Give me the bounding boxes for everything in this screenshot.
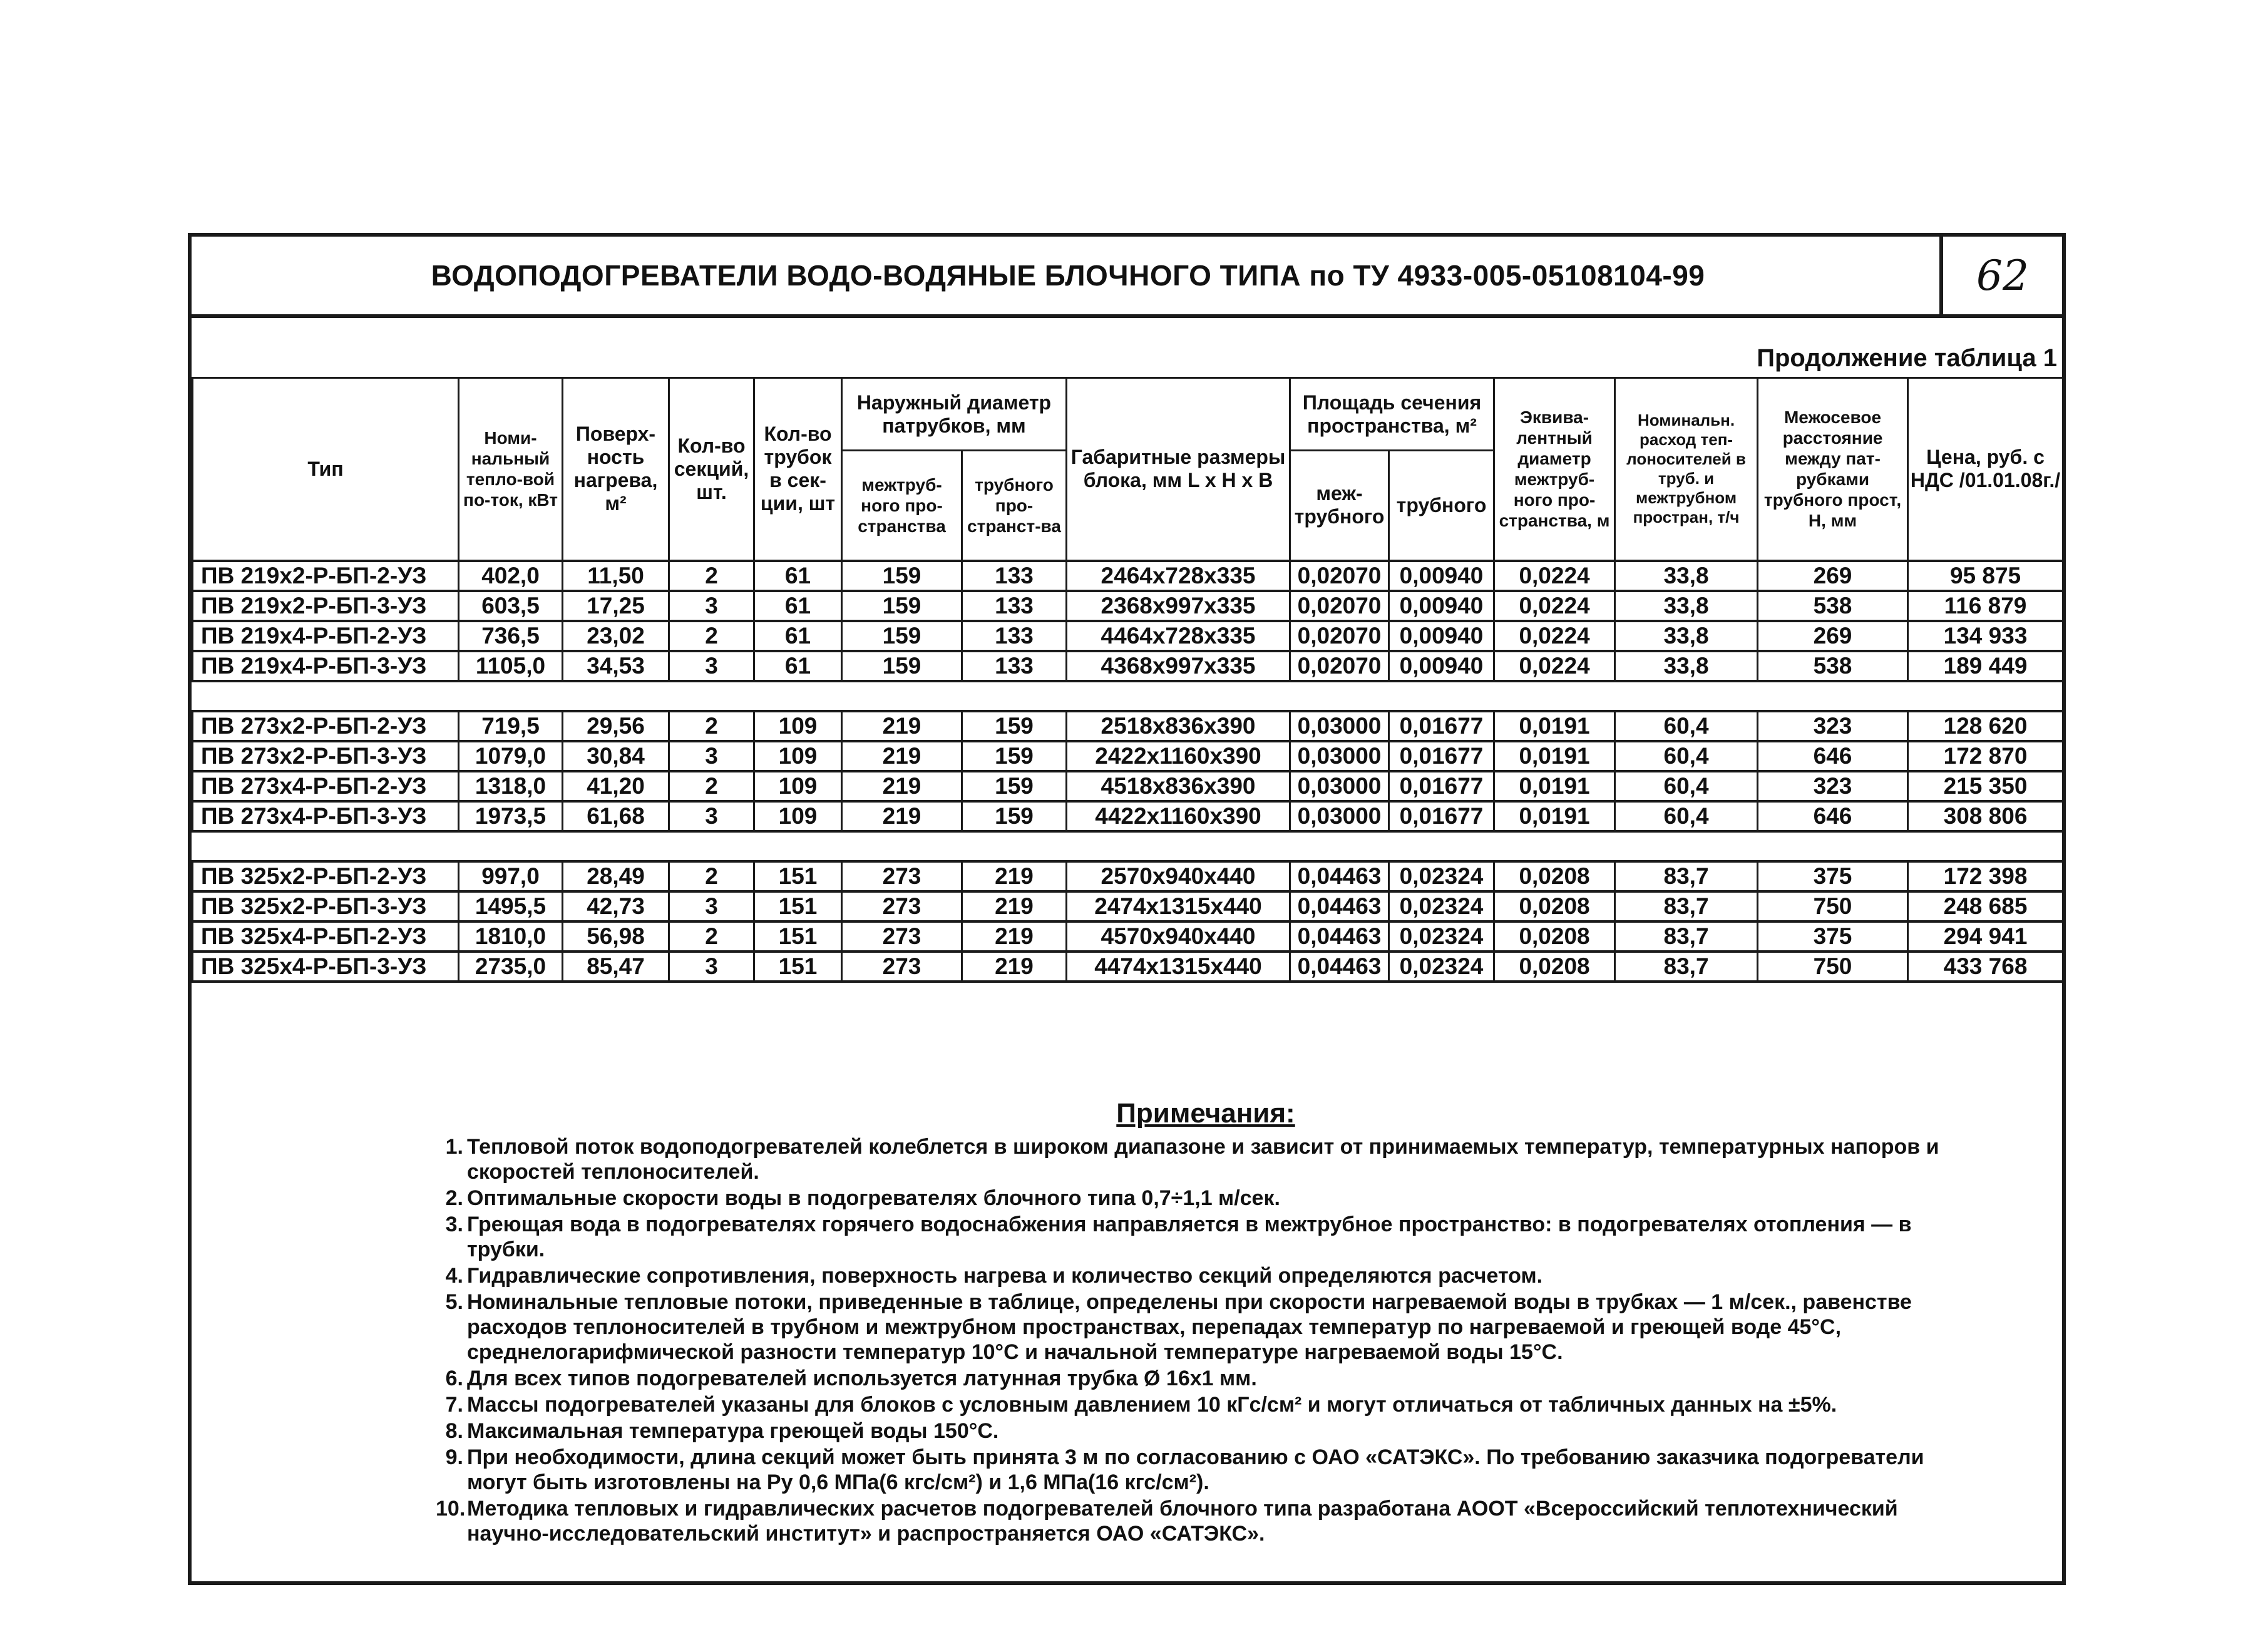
table-cell: 646 [1758, 741, 1908, 771]
table-cell: 0,04463 [1290, 861, 1389, 891]
table-cell: 997,0 [459, 861, 563, 891]
note-number: 4. [445, 1264, 463, 1288]
note-item [436, 1445, 1976, 1495]
table-cell: 2 [669, 621, 754, 651]
table-cell: 0,0224 [1494, 561, 1615, 591]
table-cell: 0,03000 [1290, 771, 1389, 801]
type-cell: ПВ 325х2-Р-БП-2-УЗ [193, 861, 459, 891]
table-cell: 0,01677 [1389, 741, 1494, 771]
table-body [193, 561, 2063, 982]
table-cell: 1079,0 [459, 741, 563, 771]
table-row [193, 741, 2063, 771]
note-text: Тепловой поток водоподогревателей колеблется в широком диапазоне и зависит от принимаемых температур, температурных напоров и скоростей теплоносителей. [467, 1135, 1939, 1184]
table-cell: 273 [842, 952, 962, 982]
table-cell: 60,4 [1615, 771, 1758, 801]
table-cell: 61 [754, 561, 842, 591]
document-frame [188, 233, 2066, 1585]
table-cell: 3 [669, 741, 754, 771]
header-area: Площадь сечения пространства, м² [1290, 378, 1494, 451]
table-cell: 3 [669, 591, 754, 621]
note-item [436, 1290, 1976, 1365]
table-cell: 0,0224 [1494, 621, 1615, 651]
table-cell: 0,01677 [1389, 801, 1494, 831]
note-item [436, 1263, 1976, 1288]
table-cell: 109 [754, 741, 842, 771]
header-type: Тип [193, 378, 459, 561]
table-cell: 0,0191 [1494, 711, 1615, 741]
group-spacer [193, 831, 2063, 861]
table-cell: 538 [1758, 651, 1908, 681]
table-cell: 29,56 [563, 711, 669, 741]
table-cell: 0,01677 [1389, 771, 1494, 801]
table-cell: 60,4 [1615, 801, 1758, 831]
note-number: 6. [445, 1367, 463, 1390]
type-cell: ПВ 273х2-Р-БП-2-УЗ [193, 711, 459, 741]
table-cell: 2 [669, 861, 754, 891]
table-cell: 219 [842, 741, 962, 771]
table-cell: 41,20 [563, 771, 669, 801]
table-cell: 323 [1758, 771, 1908, 801]
table-cell: 538 [1758, 591, 1908, 621]
table-cell: 736,5 [459, 621, 563, 651]
table-cell: 0,04463 [1290, 921, 1389, 952]
table-cell: 0,02070 [1290, 651, 1389, 681]
table-cell: 219 [842, 771, 962, 801]
table-cell: 159 [962, 741, 1067, 771]
table-cell: 33,8 [1615, 651, 1758, 681]
table-cell: 4474x1315x440 [1067, 952, 1290, 982]
table-cell: 151 [754, 921, 842, 952]
table-cell: 189 449 [1908, 651, 2063, 681]
table-cell: 133 [962, 651, 1067, 681]
table-cell: 219 [842, 801, 962, 831]
table-row [193, 801, 2063, 831]
table-cell: 60,4 [1615, 711, 1758, 741]
table-row [193, 591, 2063, 621]
table-cell: 0,0191 [1494, 771, 1615, 801]
table-cell: 2 [669, 711, 754, 741]
spacer-cell [193, 681, 2063, 711]
table-cell: 159 [842, 651, 962, 681]
table-cell: 109 [754, 801, 842, 831]
note-text: Для всех типов подогревателей используется латунная трубка Ø 16x1 мм. [467, 1367, 1257, 1390]
page-number: 62 [1939, 237, 2062, 314]
header-tubes: Кол-во трубок в сек-ции, шт [754, 378, 842, 561]
table-cell: 83,7 [1615, 952, 1758, 982]
table-cell: 273 [842, 921, 962, 952]
table-cell: 33,8 [1615, 561, 1758, 591]
table-cell: 3 [669, 651, 754, 681]
table-row [193, 561, 2063, 591]
table-row [193, 651, 2063, 681]
table-cell: 0,03000 [1290, 711, 1389, 741]
table-cell: 85,47 [563, 952, 669, 982]
table-row [193, 952, 2063, 982]
table-cell: 1973,5 [459, 801, 563, 831]
table-cell: 0,00940 [1389, 561, 1494, 591]
table-cell: 4422x1160x390 [1067, 801, 1290, 831]
table-cell: 151 [754, 861, 842, 891]
table-cell: 0,02070 [1290, 561, 1389, 591]
table-cell: 95 875 [1908, 561, 2063, 591]
table-cell: 0,02324 [1389, 891, 1494, 921]
table-cell: 646 [1758, 801, 1908, 831]
header-nominal-flow: Номи-нальный тепло-вой по-ток, кВт [459, 378, 563, 561]
note-number: 5. [445, 1290, 463, 1314]
table-cell: 2735,0 [459, 952, 563, 982]
note-item [436, 1392, 1976, 1417]
table-cell: 2518x836x390 [1067, 711, 1290, 741]
note-number: 2. [445, 1186, 463, 1210]
table-cell: 0,0208 [1494, 861, 1615, 891]
table-cell: 0,0224 [1494, 591, 1615, 621]
table-cell: 83,7 [1615, 891, 1758, 921]
table-cell: 4518x836x390 [1067, 771, 1290, 801]
table-cell: 1318,0 [459, 771, 563, 801]
type-cell: ПВ 273х4-Р-БП-3-УЗ [193, 801, 459, 831]
table-cell: 750 [1758, 891, 1908, 921]
table-cell: 42,73 [563, 891, 669, 921]
note-item [436, 1134, 1976, 1184]
note-number: 10. [436, 1497, 466, 1521]
table-cell: 219 [962, 891, 1067, 921]
table-row [193, 861, 2063, 891]
type-cell: ПВ 219х2-Р-БП-3-УЗ [193, 591, 459, 621]
header-area-inter: меж-трубного [1290, 451, 1389, 561]
note-text: Гидравлические сопротивления, поверхность нагрева и количество секций определяются расчетом. [467, 1264, 1543, 1288]
table-cell: 0,03000 [1290, 741, 1389, 771]
type-cell: ПВ 325х4-Р-БП-3-УЗ [193, 952, 459, 982]
table-cell: 159 [842, 621, 962, 651]
table-cell: 294 941 [1908, 921, 2063, 952]
table-cell: 2 [669, 561, 754, 591]
table-cell: 2 [669, 921, 754, 952]
table-cell: 172 398 [1908, 861, 2063, 891]
note-number: 1. [445, 1135, 463, 1159]
table-cell: 61 [754, 651, 842, 681]
type-cell: ПВ 325х4-Р-БП-2-УЗ [193, 921, 459, 952]
table-cell: 0,0208 [1494, 952, 1615, 982]
table-cell: 159 [962, 771, 1067, 801]
table-cell: 0,00940 [1389, 591, 1494, 621]
table-cell: 0,00940 [1389, 651, 1494, 681]
table-cell: 109 [754, 771, 842, 801]
table-cell: 34,53 [563, 651, 669, 681]
table-cell: 0,00940 [1389, 621, 1494, 651]
table-cell: 56,98 [563, 921, 669, 952]
table-cell: 0,04463 [1290, 891, 1389, 921]
table-cell: 375 [1758, 921, 1908, 952]
table-cell: 750 [1758, 952, 1908, 982]
table-cell: 0,02324 [1389, 861, 1494, 891]
table-cell: 159 [962, 711, 1067, 741]
table-cell: 83,7 [1615, 861, 1758, 891]
table-cell: 151 [754, 891, 842, 921]
table-cell: 4570x940x440 [1067, 921, 1290, 952]
table-cell: 1810,0 [459, 921, 563, 952]
note-number: 7. [445, 1393, 463, 1417]
notes-list [436, 1134, 1976, 1546]
header-flow-rate: Номинальн. расход теп-лоносителей в труб. и межтрубном простран, т/ч [1615, 378, 1758, 561]
spec-table [192, 377, 2064, 983]
type-cell: ПВ 325х2-Р-БП-3-УЗ [193, 891, 459, 921]
type-cell: ПВ 273х4-Р-БП-2-УЗ [193, 771, 459, 801]
header-band [192, 237, 2062, 318]
table-cell: 3 [669, 801, 754, 831]
table-cell: 719,5 [459, 711, 563, 741]
table-cell: 4368x997x335 [1067, 651, 1290, 681]
table-cell: 159 [962, 801, 1067, 831]
table-cell: 61 [754, 591, 842, 621]
table-cell: 3 [669, 952, 754, 982]
table-cell: 33,8 [1615, 621, 1758, 651]
notes-title: Примечания: [1116, 1098, 1295, 1129]
header-nozzle-diameter: Наружный диаметр патрубков, мм [842, 378, 1067, 451]
header-area-tube: трубного [1389, 451, 1494, 561]
type-cell: ПВ 219х2-Р-БП-2-УЗ [193, 561, 459, 591]
table-cell: 159 [842, 591, 962, 621]
table-cell: 248 685 [1908, 891, 2063, 921]
type-cell: ПВ 219х4-Р-БП-3-УЗ [193, 651, 459, 681]
table-cell: 109 [754, 711, 842, 741]
table-cell: 0,04463 [1290, 952, 1389, 982]
table-cell: 33,8 [1615, 591, 1758, 621]
document-title: ВОДОПОДОГРЕВАТЕЛИ ВОДО-ВОДЯНЫЕ БЛОЧНОГО ТИПА по ТУ 4933-005-05108104-99 [431, 259, 1705, 292]
table-cell: 128 620 [1908, 711, 2063, 741]
table-cell: 151 [754, 952, 842, 982]
table-cell: 2368x997x335 [1067, 591, 1290, 621]
header-surface: Поверх-ность нагрева, м² [563, 378, 669, 561]
table-cell: 0,01677 [1389, 711, 1494, 741]
note-item [436, 1496, 1976, 1546]
table-cell: 1105,0 [459, 651, 563, 681]
header-dimensions: Габаритные размеры блока, мм L x H x B [1067, 378, 1290, 561]
table-cell: 273 [842, 891, 962, 921]
table-row [193, 621, 2063, 651]
table-cell: 116 879 [1908, 591, 2063, 621]
table-cell: 134 933 [1908, 621, 2063, 651]
table-cell: 0,02324 [1389, 952, 1494, 982]
table-cell: 28,49 [563, 861, 669, 891]
header-spacing: Межосевое расстояние между пат-рубками трубного прост, Н, мм [1758, 378, 1908, 561]
table-cell: 0,02324 [1389, 921, 1494, 952]
table-cell: 133 [962, 561, 1067, 591]
table-row [193, 891, 2063, 921]
table-cell: 323 [1758, 711, 1908, 741]
table-cell: 269 [1758, 621, 1908, 651]
note-item [436, 1212, 1976, 1262]
table-cell: 11,50 [563, 561, 669, 591]
note-text: Греющая вода в подогревателях горячего водоснабжения направляется в межтрубное пространство: в подогревателях отопления — в трубки. [467, 1213, 1912, 1261]
table-row [193, 771, 2063, 801]
table-cell: 2464x728x335 [1067, 561, 1290, 591]
note-item [436, 1366, 1976, 1391]
table-cell: 159 [842, 561, 962, 591]
table-cell: 308 806 [1908, 801, 2063, 831]
table-cell: 219 [842, 711, 962, 741]
table-cell: 215 350 [1908, 771, 2063, 801]
spacer-cell [193, 831, 2063, 861]
table-cell: 2422x1160x390 [1067, 741, 1290, 771]
header-nozzle-inter: межтруб-ного про-странства [842, 451, 962, 561]
table-cell: 219 [962, 861, 1067, 891]
table-cell: 433 768 [1908, 952, 2063, 982]
table-cell: 0,03000 [1290, 801, 1389, 831]
note-text: Массы подогревателей указаны для блоков с условным давлением 10 кГс/см² и могут отличаться от табличных данных на ±5%. [467, 1393, 1837, 1417]
note-item [436, 1419, 1976, 1444]
table-cell: 3 [669, 891, 754, 921]
header-nozzle-tube: трубного про-странст-ва [962, 451, 1067, 561]
table-cell: 4464x728x335 [1067, 621, 1290, 651]
header-sections: Кол-во секций, шт. [669, 378, 754, 561]
table-cell: 219 [962, 921, 1067, 952]
table-cell: 30,84 [563, 741, 669, 771]
table-cell: 219 [962, 952, 1067, 982]
table-cell: 0,0191 [1494, 801, 1615, 831]
note-text: Оптимальные скорости воды в подогревателях блочного типа 0,7÷1,1 м/сек. [467, 1186, 1280, 1210]
note-item [436, 1186, 1976, 1211]
note-number: 3. [445, 1213, 463, 1236]
type-cell: ПВ 219х4-Р-БП-2-УЗ [193, 621, 459, 651]
table-cell: 269 [1758, 561, 1908, 591]
table-cell: 0,0208 [1494, 891, 1615, 921]
note-text: Методика тепловых и гидравлических расчетов подогревателей блочного типа разработана АООТ «Всероссийский теплотехнический научно-исследовательский институт» и распространяется ОАО «САТЭКС». [467, 1497, 1898, 1546]
table-cell: 402,0 [459, 561, 563, 591]
notes-section [436, 1098, 1976, 1547]
table-cell: 23,02 [563, 621, 669, 651]
table-cell: 2474x1315x440 [1067, 891, 1290, 921]
header-eq-diameter: Эквива-лентный диаметр межтруб-ного про-странства, м [1494, 378, 1615, 561]
table-cell: 2570x940x440 [1067, 861, 1290, 891]
table-cell: 83,7 [1615, 921, 1758, 952]
table-cell: 2 [669, 771, 754, 801]
note-text: Максимальная температура греющей воды 150°С. [467, 1419, 999, 1443]
table-cell: 133 [962, 591, 1067, 621]
table-cell: 0,0191 [1494, 741, 1615, 771]
note-number: 9. [445, 1445, 463, 1469]
table-cell: 1495,5 [459, 891, 563, 921]
table-cell: 133 [962, 621, 1067, 651]
table-row [193, 711, 2063, 741]
table-cell: 0,02070 [1290, 591, 1389, 621]
table-row [193, 921, 2063, 952]
table-cell: 61,68 [563, 801, 669, 831]
table-cell: 60,4 [1615, 741, 1758, 771]
note-number: 8. [445, 1419, 463, 1443]
note-text: При необходимости, длина секций может быть принята 3 м по согласованию с ОАО «САТЭКС». По требованию заказчика подогреватели могут быть изготовлены на Ру 0,6 МПа(6 кгс/см²) и 1,6 МПа(16 кгс/см²). [467, 1445, 1924, 1494]
type-cell: ПВ 273х2-Р-БП-3-УЗ [193, 741, 459, 771]
note-text: Номинальные тепловые потоки, приведенные в таблице, определены при скорости нагреваемой воды в трубках — 1 м/сек., равенстве расходов теплоносителей в трубном и межтрубном пространствах, перепадах температур по нагреваемой и греющей воде 45°С, среднелогарифмической разности температур 10°С и начальной температуре нагреваемой воды 15°С. [467, 1290, 1912, 1364]
table-cell: 0,02070 [1290, 621, 1389, 651]
table-cell: 172 870 [1908, 741, 2063, 771]
table-cell: 375 [1758, 861, 1908, 891]
table-cell: 0,0208 [1494, 921, 1615, 952]
table-continuation-label: Продолжение таблица 1 [1757, 344, 2057, 372]
table-cell: 61 [754, 621, 842, 651]
header-price: Цена, руб. с НДС /01.01.08г./ [1908, 378, 2063, 561]
table-cell: 0,0224 [1494, 651, 1615, 681]
table-cell: 603,5 [459, 591, 563, 621]
group-spacer [193, 681, 2063, 711]
table-cell: 17,25 [563, 591, 669, 621]
table-cell: 273 [842, 861, 962, 891]
